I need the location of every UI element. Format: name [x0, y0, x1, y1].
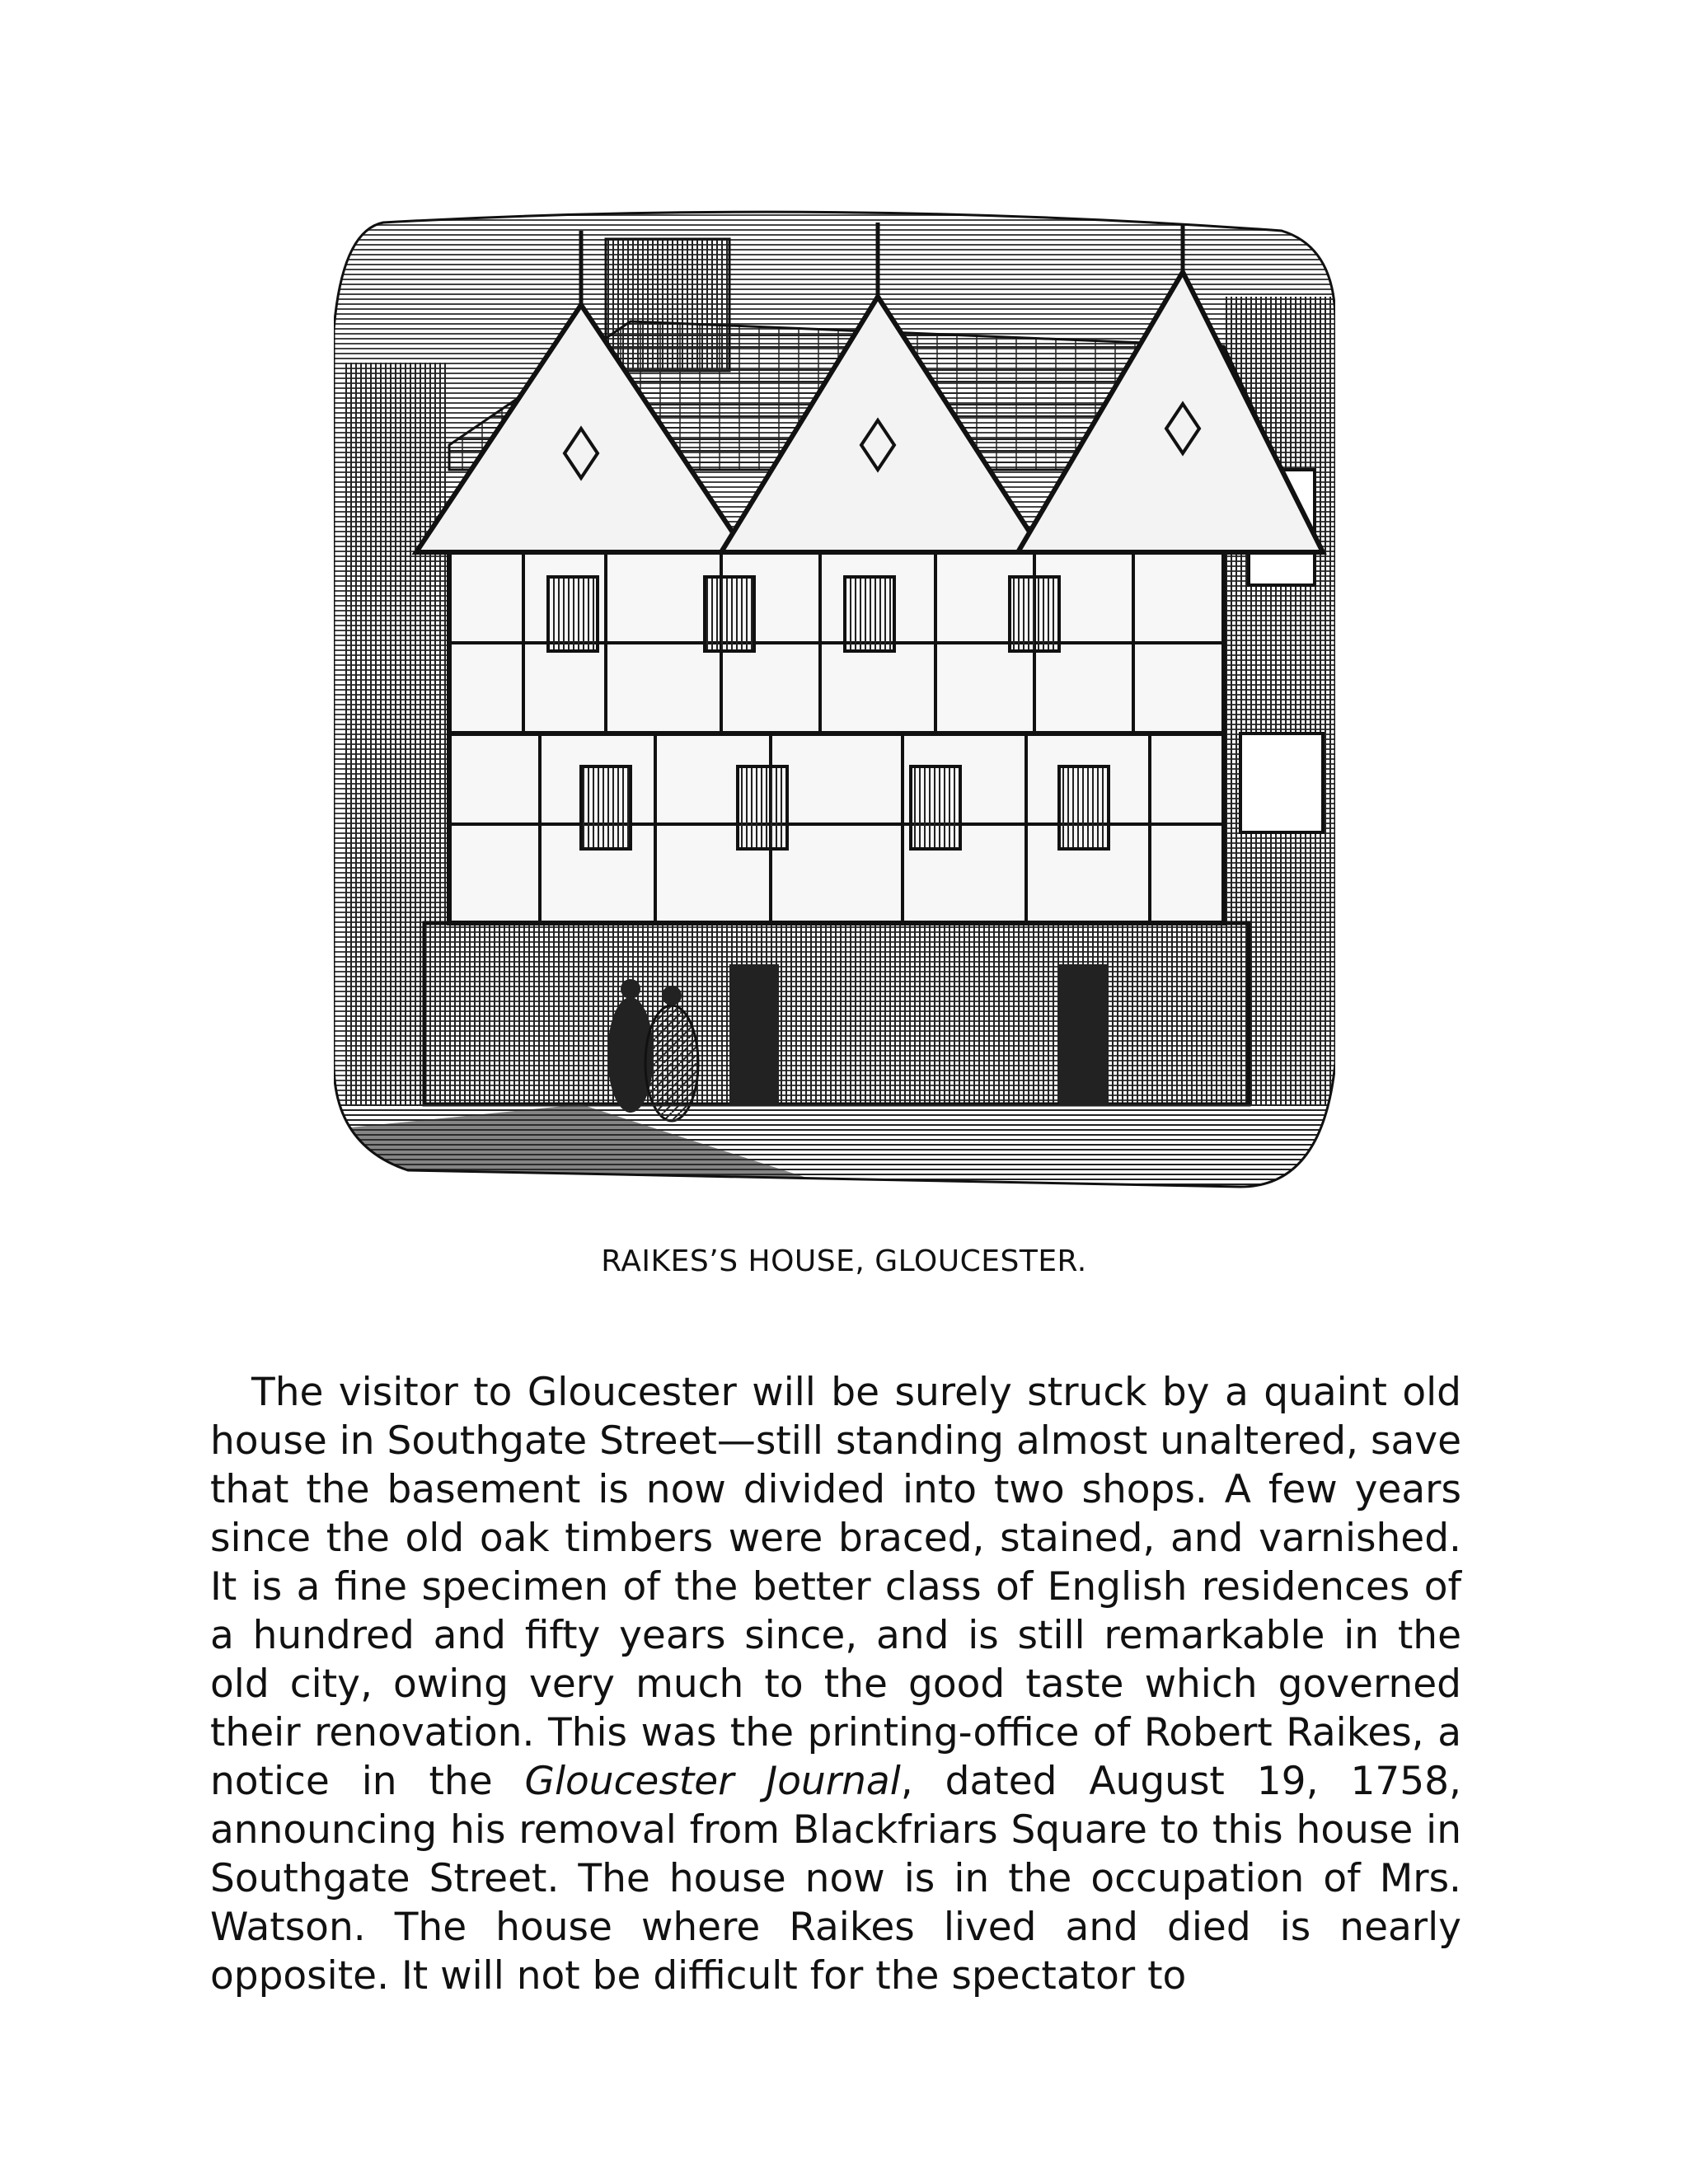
- paragraph-text-after-journal: , dated August 19, 1758, announcing his removal from Blackfriars Square to this house in Southgate Street. The house now is in the occupation of Mrs. Watson. The house where Raikes lived and died is nearly opposite. It will not be difficult for the spectator to: [210, 1759, 1461, 1999]
- paragraph-text-before-journal: The visitor to Gloucester will be surely struck by a quaint old house in Southgate Street—still standing almost unaltered, save that the basement is now divided into two shops. A few years since the old oak timbers were braced, stained, and varnished. It is a fine specimen of the better class of English residences of a hundred and fifty years since, and is still remarkable in the old city, owing very much to the good taste which governed their renovation. This was the printing-office of Robert Raikes, a notice in the: [210, 1370, 1461, 1804]
- figure-caption: RAIKES’S HOUSE, GLOUCESTER.: [601, 1244, 1087, 1278]
- journal-title: Gloucester Journal: [524, 1759, 901, 1804]
- house-engraving: [334, 198, 1335, 1212]
- tudor-house-icon: [334, 198, 1335, 1212]
- body-paragraph: [210, 1368, 1461, 2000]
